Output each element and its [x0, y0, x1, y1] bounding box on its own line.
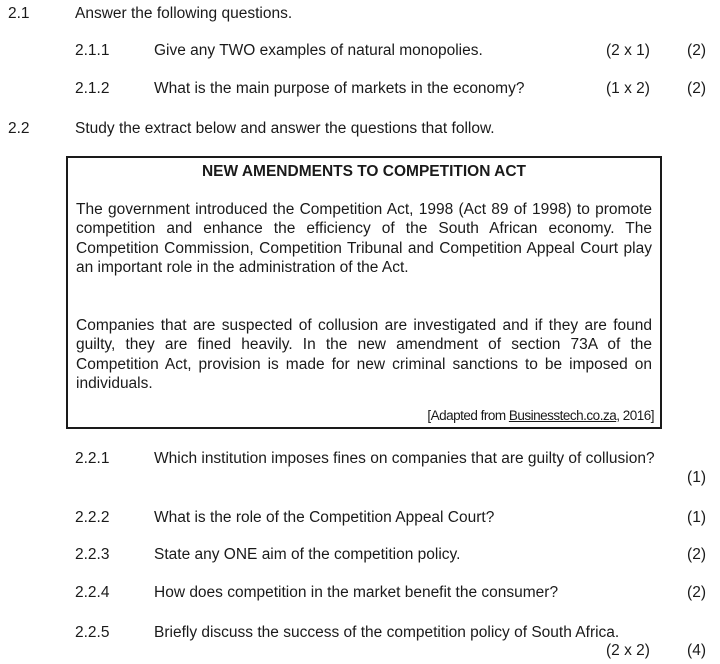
mark-allocation: (1): [687, 509, 706, 526]
question-instruction-2-2: Study the extract below and answer the questions that follow.: [75, 120, 495, 137]
mark-calculation: (2 x 2): [606, 642, 650, 659]
subquestion-number: 2.2.5: [75, 624, 110, 641]
subquestion-number: 2.1.1: [75, 42, 110, 59]
subquestion-text: Which institution imposes fines on companies that are guilty of collusion?: [154, 450, 655, 467]
subquestion-text: Briefly discuss the success of the competition policy of South Africa.: [154, 624, 620, 641]
question-number-2-1: 2.1: [8, 5, 30, 22]
subquestion-number: 2.2.3: [75, 546, 110, 563]
subquestion-number: 2.2.1: [75, 450, 110, 467]
mark-calculation: (1 x 2): [606, 80, 650, 97]
mark-allocation: (1): [687, 469, 706, 486]
extract-paragraph-1: The government introduced the Competition Act, 1998 (Act 89 of 1998) to promote competition and enhance the efficiency of the South African economy. The Competition Commission, Competition Tribunal and Competition Appeal Court play an important role in the administration of the Act.: [76, 201, 652, 276]
extract-title: NEW AMENDMENTS TO COMPETITION ACT: [201, 163, 527, 180]
subquestion-text: How does competition in the market benefit the consumer?: [154, 584, 559, 601]
question-instruction-2-1: Answer the following questions.: [75, 5, 293, 22]
mark-allocation: (2): [687, 546, 706, 563]
mark-allocation: (4): [687, 642, 706, 659]
subquestion-number: 2.2.2: [75, 509, 110, 526]
source-suffix: , 2016]: [616, 408, 654, 423]
subquestion-text: What is the main purpose of markets in the economy?: [154, 80, 525, 97]
extract-box: [66, 156, 662, 429]
source-link: Businesstech.co.za: [508, 408, 617, 423]
mark-allocation: (2): [687, 80, 706, 97]
source-prefix: [Adapted from: [427, 408, 509, 423]
extract-source: [427, 407, 654, 424]
subquestion-number: 2.1.2: [75, 80, 110, 97]
question-number-2-2: 2.2: [8, 120, 30, 137]
mark-allocation: (2): [687, 584, 706, 601]
subquestion-text: State any ONE aim of the competition policy.: [154, 546, 461, 563]
mark-calculation: (2 x 1): [606, 42, 650, 59]
subquestion-number: 2.2.4: [75, 584, 110, 601]
extract-paragraph-2: Companies that are suspected of collusion are investigated and if they are found guilty, they are fined heavily. In the new amendment of section 73A of the Competition Act, provision is made for new criminal sanctions to be imposed on individuals.: [76, 317, 652, 392]
mark-allocation: (2): [687, 42, 706, 59]
subquestion-text: Give any TWO examples of natural monopolies.: [154, 42, 483, 59]
subquestion-text: What is the role of the Competition Appeal Court?: [154, 509, 495, 526]
